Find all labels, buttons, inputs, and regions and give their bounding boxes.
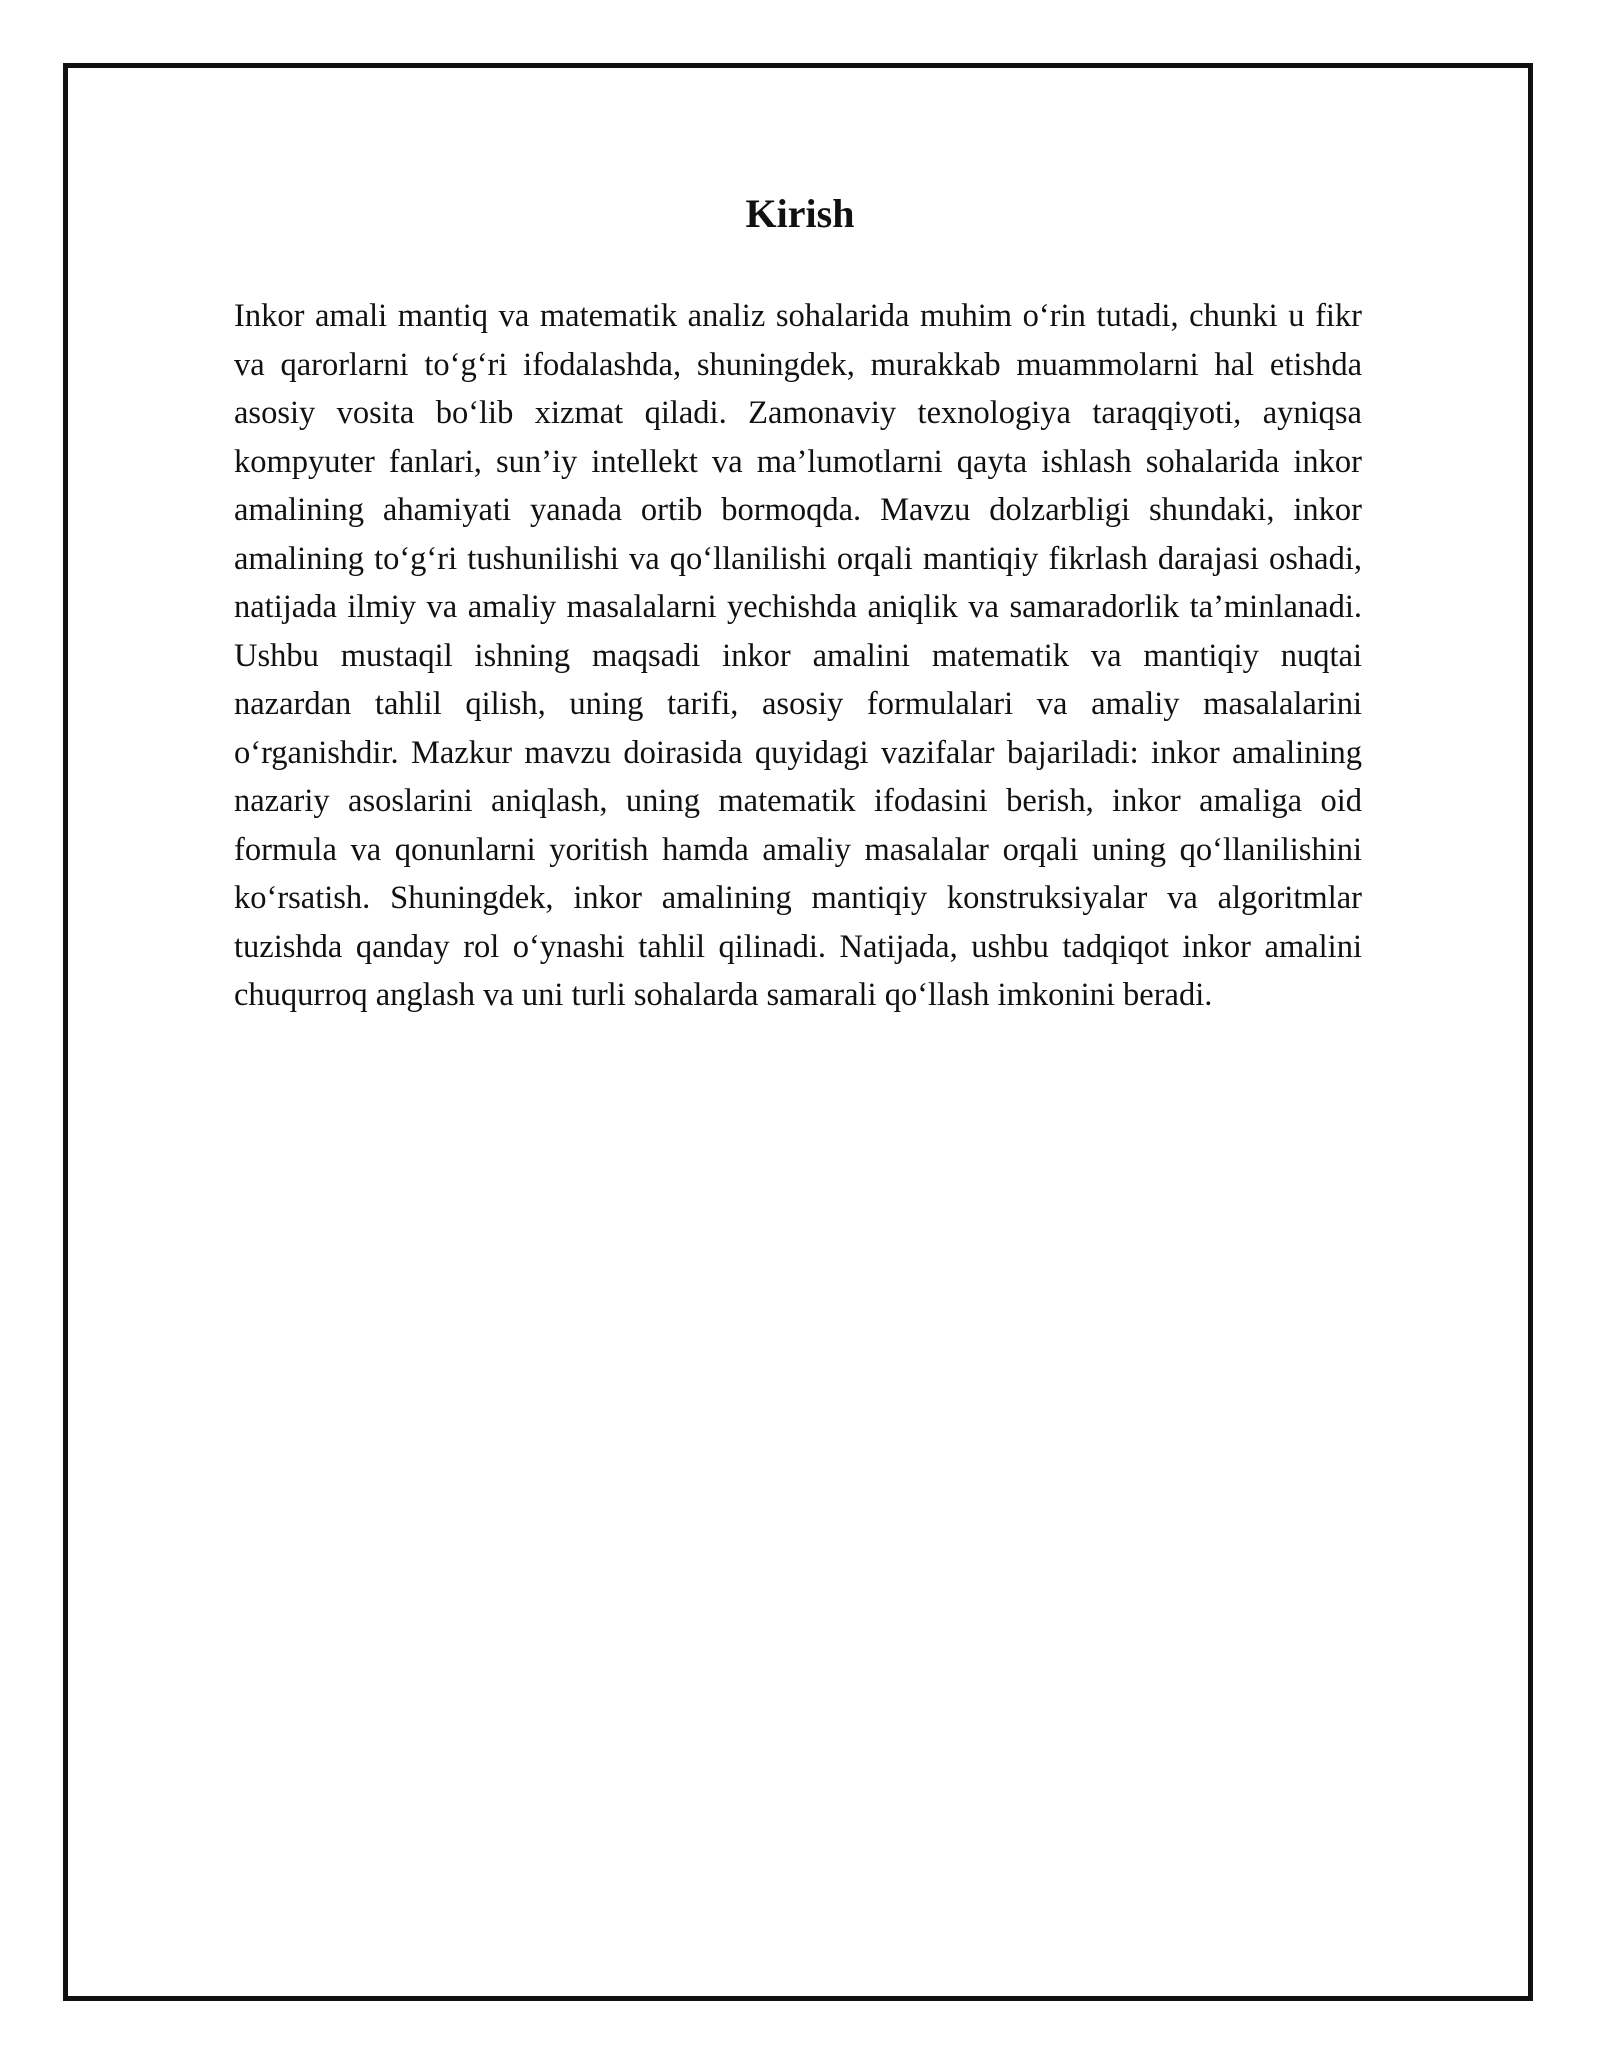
body-paragraph: Inkor amali mantiq va matematik analiz sohalarida muhim o‘rin tutadi, chunki u fikr va qarorlarni to‘g‘ri ifodalashda, shuningdek, murakkab muammolarni hal etishda asosiy vosita bo‘lib xizmat qiladi. Zamonaviy texnologiya taraqqiyoti, ayniqsa kompyuter fanlari, sun’iy intellekt va ma’lumotlarni qayta ishlash sohalarida inkor amalining ahamiyati yanada ortib bormoqda. Mavzu dolzarbligi shundaki, inkor amalining to‘g‘ri tushunilishi va qo‘llanilishi orqali mantiqiy fikrlash darajasi oshadi, natijada ilmiy va amaliy masalalarni yechishda aniqlik va samaradorlik ta’minlanadi. Ushbu mustaqil ishning maqsadi inkor amalini matematik va mantiqiy nuqtai nazardan tahlil qilish, uning tarifi, asosiy formulalari va amaliy masalalarini o‘rganishdir. Mazkur mavzu doirasida quyidagi vazifalar bajariladi: inkor amalining nazariy asoslarini aniqlash, uning matematik ifodasini berish, inkor amaliga oid formula va qonunlarni yoritish hamda amaliy masalalar orqali uning qo‘llanilishini ko‘rsatish. Shuningdek, inkor amalining mantiqiy konstruksiyalar va algoritmlar tuzishda qanday rol o‘ynashi tahlil qilinadi. Natijada, ushbu tadqiqot inkor amalini chuqurroq anglash va uni turli sohalarda samarali qo‘llash imkonini beradi. [234, 298, 1362, 1013]
page-title: Kirish [745, 191, 855, 236]
